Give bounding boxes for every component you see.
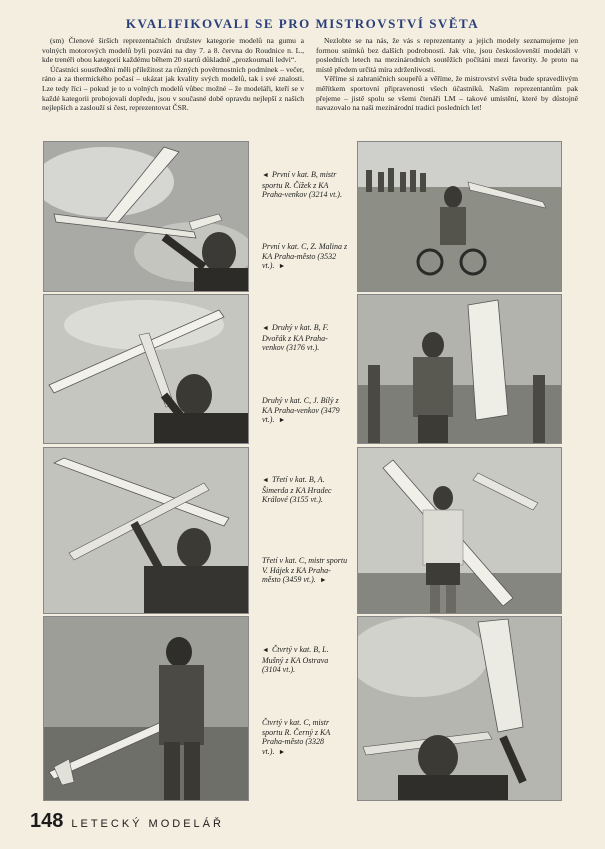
caption-text: Druhý v kat. C, J. Bílý z KA Praha-venkov (3479 vt.).: [262, 396, 340, 424]
intro-column-left: [42, 36, 304, 113]
caption-text: První v kat. B, mistr sportu R. Čížek z KA Praha-venkov (3214 vt.).: [262, 170, 342, 199]
photo-rank3-cat-b: [43, 447, 249, 614]
caption-rank1-cat-c: [262, 242, 348, 272]
intro-paragraph: Nezlobte se na nás, že vás s reprezentanty a jejich modely seznamujeme jen formou snímků bez dalších podrobností. Jak víte, jsou českoslovenští modeláři v posledních letech na mezinárodních soutěžích počítáni mezi favority. Je proto na místě předem určitá míra zdrženlivosti.: [316, 36, 578, 74]
caption-rank2-cat-c: [262, 396, 348, 426]
caption-text: Čtvrtý v kat. C, mistr sportu R. Černý z KA Praha-město (3328 vt.).: [262, 718, 331, 756]
caption-text: Třetí v kat. B, A. Šimerda z KA Hradec Králové (3155 vt.).: [262, 475, 332, 504]
caption-rank3-cat-c: [262, 556, 348, 586]
page-number: 148: [30, 810, 64, 832]
photo-rank4-cat-b: [43, 616, 249, 801]
intro-paragraph: Věříme si zahraničních soupeřů a věříme, že mistrovství světa bude spravedlivým měřítkem sportovní připravenosti všech účastníků. Našim reprezentantům pak přejeme – jistě spolu se všemi čtenáři LM – takové umístění, které by důstojně navazovalo na naši mezinárodní tradici posledních let!: [316, 74, 578, 113]
intro-column-right: [316, 36, 578, 113]
photo-rank2-cat-c: [357, 294, 562, 444]
caption-text: Druhý v kat. B, F. Dvořák z KA Praha-venkov (3176 vt.).: [262, 323, 329, 352]
arrow-right-icon: ►: [278, 416, 286, 424]
caption-text: První v kat. C, Z. Malina z KA Praha-město (3532 vt.).: [262, 242, 348, 270]
caption-text: Čtvrtý v kat. B, L. Mušný z KA Ostrava (3104 vt.).: [262, 645, 329, 674]
caption-rank4-cat-b: [262, 645, 348, 675]
caption-rank1-cat-b: [262, 170, 348, 200]
arrow-right-icon: ►: [319, 576, 327, 584]
arrow-right-icon: ►: [278, 747, 286, 756]
photo-rank1-cat-c: [357, 141, 562, 292]
caption-rank4-cat-c: [262, 718, 348, 757]
intro-paragraph: (sm) Členové širších reprezentačních družstev kategorie modelů na gumu a volných motorových modelů byli pozváni na dny 7. a 8. června do Roudnice n. L., kde trenéři obou kategorií každému během 20 startů důkladně „prozkoumali ledvi“.: [42, 36, 304, 65]
arrow-left-icon: ◄: [262, 324, 269, 332]
photo-rank1-cat-b: [43, 141, 249, 292]
photo-rank3-cat-c: [357, 447, 562, 614]
arrow-left-icon: ◄: [262, 646, 269, 654]
arrow-left-icon: ◄: [262, 171, 269, 179]
caption-rank2-cat-b: [262, 323, 348, 353]
arrow-right-icon: ►: [278, 262, 286, 270]
magazine-title: LETECKÝ MODELÁŘ: [71, 818, 224, 830]
photo-rank4-cat-c: [357, 616, 562, 801]
arrow-left-icon: ◄: [262, 476, 269, 484]
caption-text: Třetí v kat. C, mistr sportu V. Hájek z KA Praha-město (3459 vt.).: [262, 556, 348, 584]
page-footer: [30, 810, 224, 833]
intro-paragraph: Účastníci soustředění měli příležitost za různých povětrnostních podmínek – večer, ráno a za thermického počasí – ukázat jak kvality svých modelů, tak i své znalosti. Lze tedy říci – pokud je to u volných modelů vůbec možné – že modeláři, kteří se v každé kategorii probojovali dopředu, jsou v současné době opravdu nejlepší z našich nejlepších a zaslouží si čest, reprezentovat ČSR.: [42, 64, 304, 113]
caption-rank3-cat-b: [262, 475, 348, 505]
photo-rank2-cat-b: [43, 294, 249, 444]
article-title: KVALIFIKOVALI SE PRO MISTROVSTVÍ SVĚTA: [125, 16, 480, 31]
